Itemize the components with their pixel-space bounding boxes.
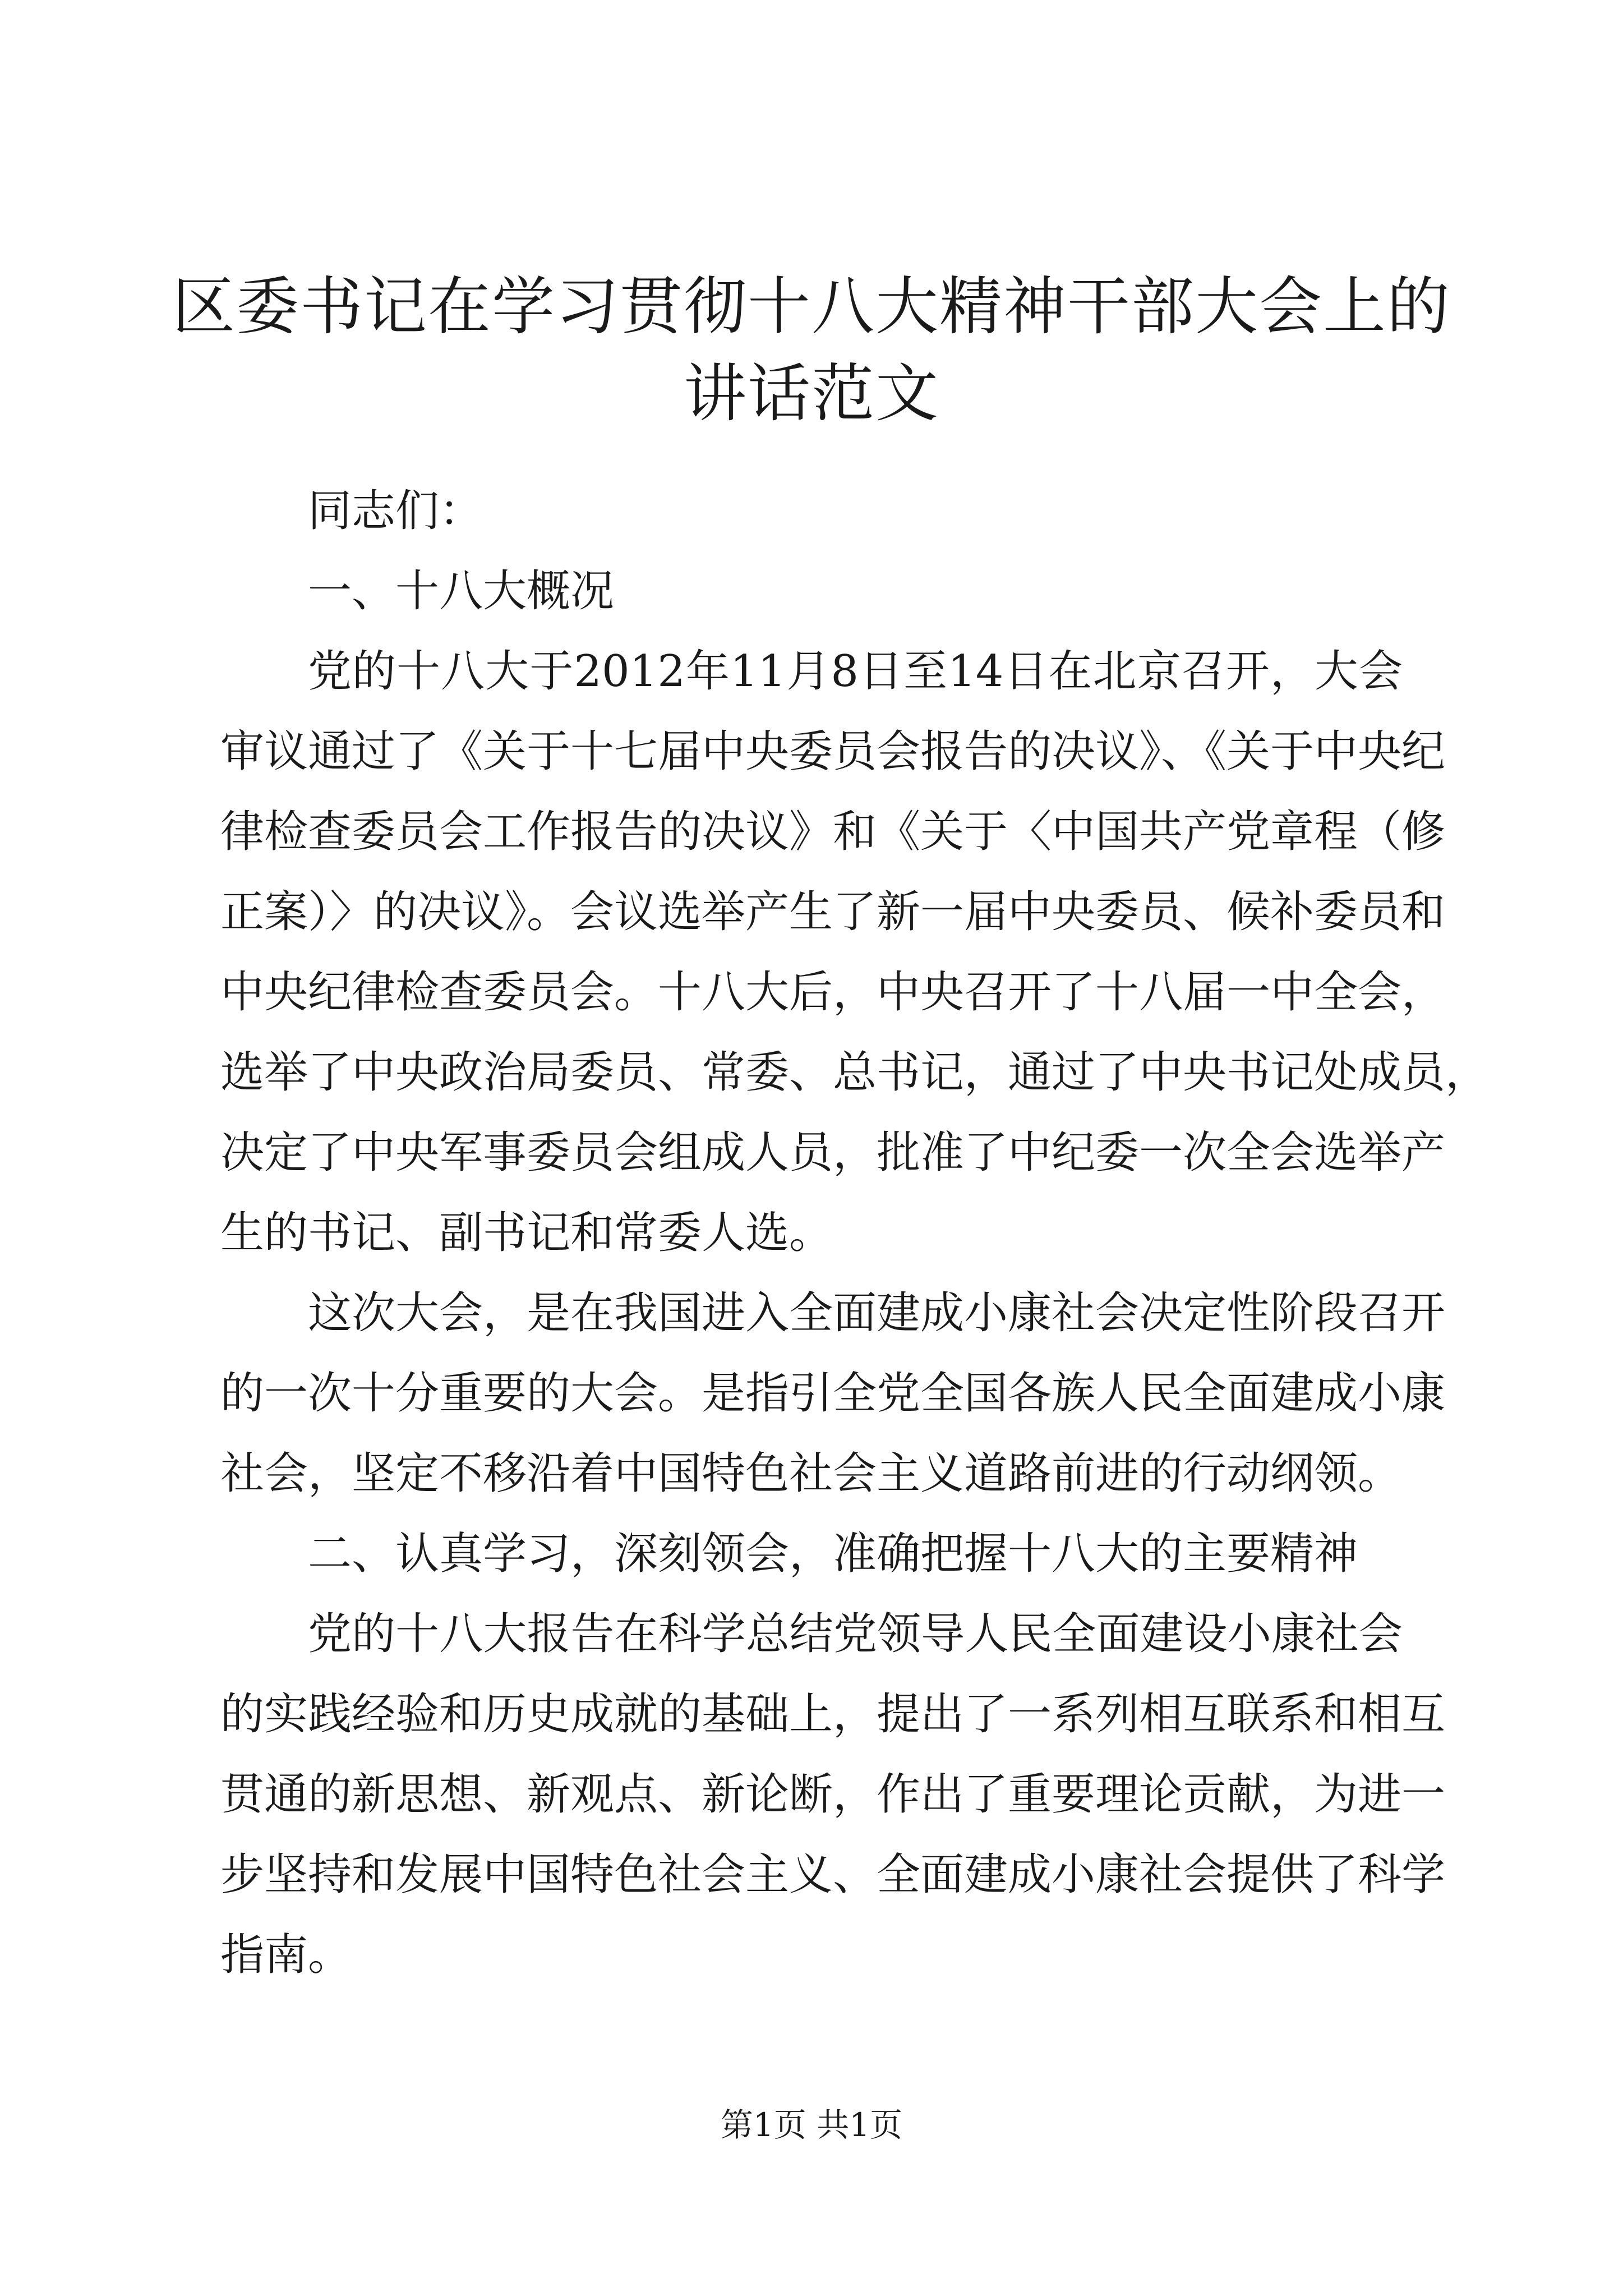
paragraph-line: 社会，坚定不移沿着中国特色社会主义道路前进的行动纲领。: [220, 1448, 1402, 1499]
paragraph-line: 生的书记、副书记和常委人选。: [220, 1208, 833, 1258]
title-line: 区委书记在学习贯彻十八大精神干部大会上的: [172, 270, 1451, 343]
paragraph-line: 的实践经验和历史成就的基础上，提出了一系列相互联系和相互: [220, 1689, 1446, 1740]
paragraph-line: 步坚持和发展中国特色社会主义、全面建成小康社会提供了科学: [220, 1849, 1446, 1900]
document-title: [168, 264, 1455, 438]
paragraph-line: 中央纪律检查委员会。十八大后，中央召开了十八届一中全会，: [220, 967, 1446, 1018]
paragraph-line: 决定了中央军事委员会组成人员，批准了中纪委一次全会选举产: [220, 1128, 1446, 1178]
document-body: [220, 471, 1490, 1995]
salutation: 同志们：: [308, 486, 483, 536]
paragraph-line: 指南。: [220, 1930, 352, 1980]
paragraph-line: 的一次十分重要的大会。是指引全党全国各族人民全面建成小康: [220, 1368, 1446, 1419]
paragraph-line: 选举了中央政治局委员、常委、总书记，通过了中央书记处成员，: [220, 1047, 1490, 1098]
page-footer: 第1页 共1页: [720, 2106, 903, 2144]
section-heading: 一、十八大概况: [308, 566, 615, 616]
paragraph-line: 这次大会，是在我国进入全面建成小康社会决定性阶段召开: [308, 1288, 1446, 1338]
section-heading: 二、认真学习，深刻领会，准确把握十八大的主要精神: [308, 1529, 1358, 1579]
paragraph-line: 正案）〉的决议》。会议选举产生了新一届中央委员、候补委员和: [220, 887, 1446, 937]
paragraph-line: 党的十八大于2012年11月8日至14日在北京召开，大会: [308, 646, 1403, 697]
title-line: 讲话范文: [684, 357, 939, 430]
paragraph-line: 党的十八大报告在科学总结党领导人民全面建设小康社会: [308, 1609, 1403, 1659]
paragraph-line: 审议通过了《关于十七届中央委员会报告的决议》、《关于中央纪: [220, 726, 1446, 777]
paragraph-line: 贯通的新思想、新观点、新论断，作出了重要理论贡献，为进一: [220, 1769, 1446, 1820]
paragraph-line: 律检查委员会工作报告的决议》和《关于〈中国共产党章程（修: [220, 807, 1446, 857]
